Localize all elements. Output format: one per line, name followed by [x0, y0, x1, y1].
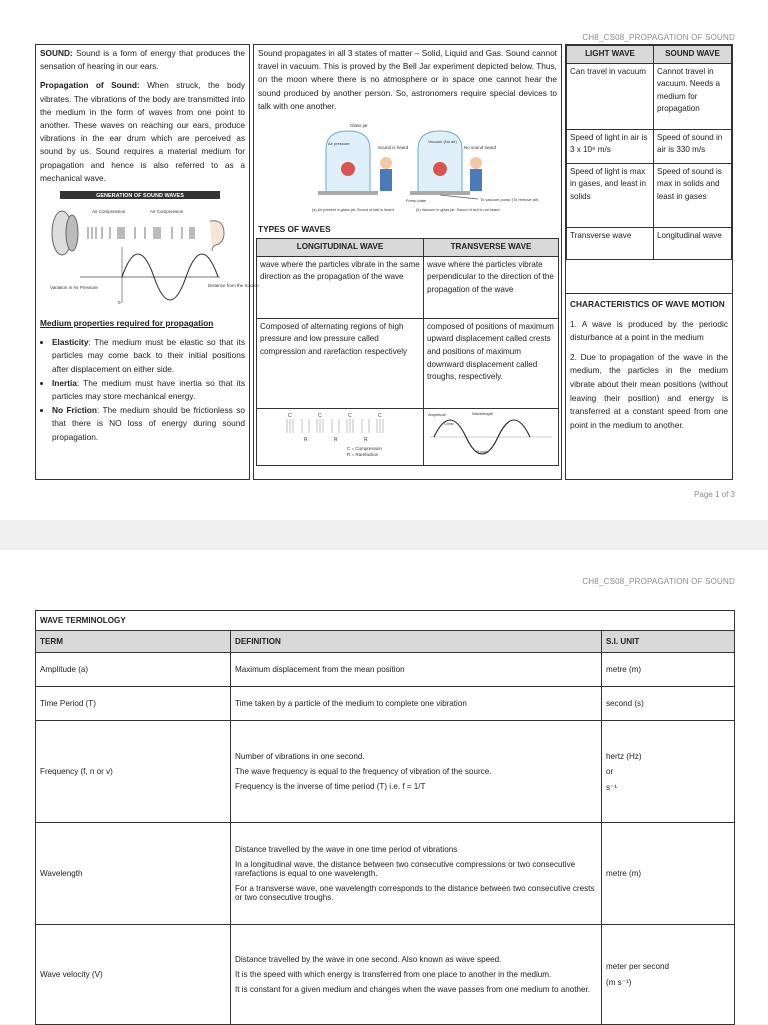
column-header: LIGHT WAVE [567, 46, 654, 64]
table-cell: Can travel in vacuum [567, 63, 654, 129]
person-head-a [380, 157, 392, 169]
sound-def-text: Sound is a form of energy that produces the sensation of hearing in our ears. [40, 48, 245, 72]
medium-properties-list [40, 336, 245, 444]
table-row [567, 129, 732, 163]
glass-jar-a [326, 131, 370, 191]
column-header: TERM [36, 631, 231, 653]
label-c: C [318, 412, 322, 419]
label-sound-heard: Sound is heard [378, 145, 409, 151]
page-2 [0, 550, 768, 1024]
unit-line: or [606, 766, 614, 776]
table-header-row [257, 239, 559, 257]
wave-terminology-table [35, 610, 735, 1025]
table-row [257, 256, 559, 318]
term-cell: Amplitude (a) [36, 653, 231, 687]
unit-line: meter per second [606, 962, 669, 971]
definition-cell [231, 721, 602, 823]
figure-title: GENERATION OF SOUND WAVES [96, 193, 184, 200]
sound-definition [40, 47, 245, 73]
term-cell: Frequency (f, n or v) [36, 721, 231, 823]
legend-compression: C = Compression [347, 445, 382, 451]
table-row [567, 63, 732, 129]
column-wave-types [253, 44, 562, 480]
column-sound-basics [35, 44, 259, 480]
definition-line: Maximum displacement from the mean position [235, 665, 405, 674]
table-cell: wave where the particles vibrate perpendicular to the direction of the propagation of the wave [424, 256, 559, 318]
table-cell: composed of positions of maximum upward displacement called crests and positions of maximum downward displacement called troughs, respectively. [424, 318, 559, 408]
bell-icon-a [341, 162, 355, 176]
unit-cell [602, 721, 735, 823]
table-row [567, 163, 732, 227]
label-pressure: Variation in Air Pressure [50, 285, 98, 291]
person-body-a [380, 169, 392, 191]
definition-line: Time taken by a particle of the medium to complete one vibration [235, 699, 467, 708]
longitudinal-wave-figure [257, 409, 423, 461]
table-cell: Speed of light is max in gases, and least in solids [567, 163, 654, 227]
wave-types-table [256, 238, 559, 466]
definition-line: Number of vibrations in one second. [235, 752, 365, 761]
propagation-paragraph [40, 79, 245, 185]
label-r: R [334, 436, 338, 443]
label-r: R [304, 436, 308, 443]
propagation-text: When struck, the body vibrates. The vibrations of the body are transmitted into the medium in the form of waves from one point to another. These waves on reaching our ears, produce vibrations in the ear drum which are perceived as sound by us. Sound requires a material medium for propagation and hence is also referred to as a mechanical wave. [40, 80, 245, 183]
label-air-compression-1: Air Compression [92, 209, 126, 215]
definition-line: Frequency is the inverse of time period (T) i.e. f = 1/T [235, 782, 426, 791]
list-item [52, 336, 245, 376]
label-no-sound: No sound heard [464, 145, 497, 151]
table-row [257, 318, 559, 408]
table-cell: Composed of alternating regions of high pressure and low pressure called compression and rarefaction respectively [257, 318, 424, 408]
definition-line: The wave frequency is equal to the frequency of vibration of the source. [235, 767, 492, 776]
medium-properties-heading: Medium properties required for propagation [40, 318, 214, 329]
column-header: DEFINITION [231, 631, 602, 653]
table-cell: Speed of light in air is 3 x 10⁸ m/s [567, 129, 654, 163]
unit-cell [602, 687, 735, 721]
table-header-row [567, 46, 732, 64]
bullet-text: : The medium must be elastic so that its particles may come back to their initial positions after displacement on either side. [52, 337, 245, 374]
bell-icon-b [433, 162, 447, 176]
transverse-wave-figure [424, 409, 558, 461]
characteristic-2: 2. Due to propagation of the wave in the medium, the particles in the medium vibrate about their mean positions (without leaving their position) and energy is transferred at a constant speed from one point in the medium to another. [570, 351, 728, 430]
label-trough: Trough [476, 448, 489, 454]
term-sound: SOUND: [40, 48, 73, 58]
page-number: Page 1 of 3 [694, 490, 735, 499]
label-r: R [364, 436, 368, 443]
particle-lines [287, 419, 383, 433]
definition-line: It is the speed with which energy is transferred from one place to another in the medium. [235, 970, 552, 979]
bell-jar-figure [258, 119, 558, 217]
characteristics-heading: CHARACTERISTICS OF WAVE MOTION [570, 299, 725, 309]
term-cell: Wavelength [36, 823, 231, 925]
label-amplitude: Amplitude [428, 411, 446, 417]
definition-cell [231, 687, 602, 721]
label-wavelength: Wavelength [472, 410, 493, 416]
label-crest: Crest [444, 420, 454, 426]
table-row [567, 227, 732, 259]
table-cell: Longitudinal wave [654, 227, 732, 259]
label-air-pressure: Air pressure [328, 141, 350, 147]
label-glass-jar: Glass jar [350, 123, 368, 129]
caption-b: (b) Vacuum in glass jar. Sound of bell is not heard [416, 208, 500, 213]
definition-cell [231, 653, 602, 687]
definition-line: In a longitudinal wave, the distance between two consecutive compressions or two consecutive rarefactions is equal to one wavelength. [235, 860, 576, 878]
table-row [36, 721, 735, 823]
transverse-figure-cell [424, 408, 559, 466]
light-sound-table [566, 45, 732, 260]
unit-line: second (s) [606, 699, 644, 708]
term-propagation: Propagation of Sound: [40, 80, 140, 91]
column-header: LONGITUDINAL WAVE [257, 239, 424, 257]
ear-icon [210, 221, 224, 251]
table-cell: Cannot travel in vacuum. Needs a medium for propagation [654, 63, 732, 129]
definition-line: Distance travelled by the wave in one time period of vibrations [235, 845, 458, 854]
unit-line: hertz (Hz) [606, 751, 642, 761]
label-distance: Distance from the Source [208, 283, 259, 289]
table-cell: wave where the particles vibrate in the same direction as the propagation of the wave [257, 256, 424, 318]
table-cell: Transverse wave [567, 227, 654, 259]
page-header: CH8_CS08_PROPAGATION OF SOUND [582, 33, 735, 42]
person-head-b [470, 157, 482, 169]
label-c: C [378, 412, 382, 419]
bullet-term: No Friction [52, 405, 97, 416]
unit-line: s⁻¹ [606, 782, 618, 792]
bullet-term: Elasticity [52, 337, 89, 348]
characteristic-1: 1. A wave is produced by the periodic disturbance at a point in the medium [570, 318, 728, 343]
table-row [36, 653, 735, 687]
unit-line: (m s⁻¹) [606, 978, 632, 987]
unit-cell [602, 653, 735, 687]
unit-cell [602, 925, 735, 1025]
legend-rarefaction: R = Rarefaction [347, 451, 379, 457]
label-vacuum: Vacuum (No air) [428, 139, 457, 145]
plate-a [318, 191, 378, 195]
person-body-b [470, 169, 482, 191]
sound-generation-figure [40, 191, 259, 309]
unit-line: metre (m) [606, 665, 642, 674]
column-header: S.I. UNIT [602, 631, 735, 653]
table-title-row [36, 611, 735, 631]
definition-line: For a transverse wave, one wavelength corresponds to the distance between two consecutive crests or two consecutive troughs. [235, 884, 595, 902]
column-header: SOUND WAVE [654, 46, 732, 64]
states-of-matter-paragraph: Sound propagates in all 3 states of matter – Solid, Liquid and Gas. Sound cannot travel in vacuum. This is proved by the Bell Jar experiment depicted below. Thus, on the moon where there is no atmosphere or in space one cannot hear the sound produced by another person. So, astronomers require special devices to talk with one another. [258, 48, 557, 111]
table-cell: Speed of sound in air is 330 m/s [654, 129, 732, 163]
label-air-compression-2: Air Compression [150, 209, 184, 215]
unit-line: metre (m) [606, 869, 642, 878]
table-title: WAVE TERMINOLOGY [36, 611, 735, 631]
bullet-text: : The medium must have inertia so that its particles may store mechanical energy. [52, 377, 245, 402]
label-vacuum-pump: To vacuum pump (To remove air) [480, 197, 539, 203]
table-row [36, 823, 735, 925]
unit-cell [602, 823, 735, 925]
column-light-vs-sound [565, 44, 733, 480]
definition-line: Distance travelled by the wave in one second. Also known as wave speed. [235, 955, 502, 964]
definition-line: It is constant for a given medium and changes when the wave passes from one medium to another. [235, 985, 590, 994]
table-row [36, 687, 735, 721]
label-pump-plate: Pump plate [406, 198, 427, 204]
column-header: TRANSVERSE WAVE [424, 239, 559, 257]
longitudinal-figure-cell [257, 408, 424, 466]
table-header-row [36, 631, 735, 653]
drum-face [66, 215, 78, 251]
bullet-term: Inertia [52, 377, 77, 388]
table-row [257, 408, 559, 466]
pump-pipe [440, 195, 478, 199]
page-header: CH8_CS08_PROPAGATION OF SOUND [582, 577, 735, 586]
table-row [36, 925, 735, 1025]
wave-characteristics-section [566, 293, 732, 438]
label-zero: 0 [118, 300, 121, 306]
table-cell: Speed of sound is max in solids and least in gases [654, 163, 732, 227]
label-c: C [348, 412, 352, 419]
definition-cell [231, 925, 602, 1025]
bullet-text: : The medium should be frictionless so that there is NO loss of energy during sound propagation. [52, 405, 245, 442]
label-c: C [288, 412, 292, 419]
page-gap [0, 520, 768, 550]
types-of-waves-heading: TYPES OF WAVES [258, 224, 331, 235]
list-item [52, 404, 245, 444]
definition-cell [231, 823, 602, 925]
plate-b [410, 191, 470, 195]
compression-bands [88, 227, 194, 239]
caption-a: (a) Air present in glass jar. Sound of bell is heard [312, 208, 394, 213]
term-cell: Wave velocity (V) [36, 925, 231, 1025]
list-item [52, 377, 245, 403]
term-cell: Time Period (T) [36, 687, 231, 721]
